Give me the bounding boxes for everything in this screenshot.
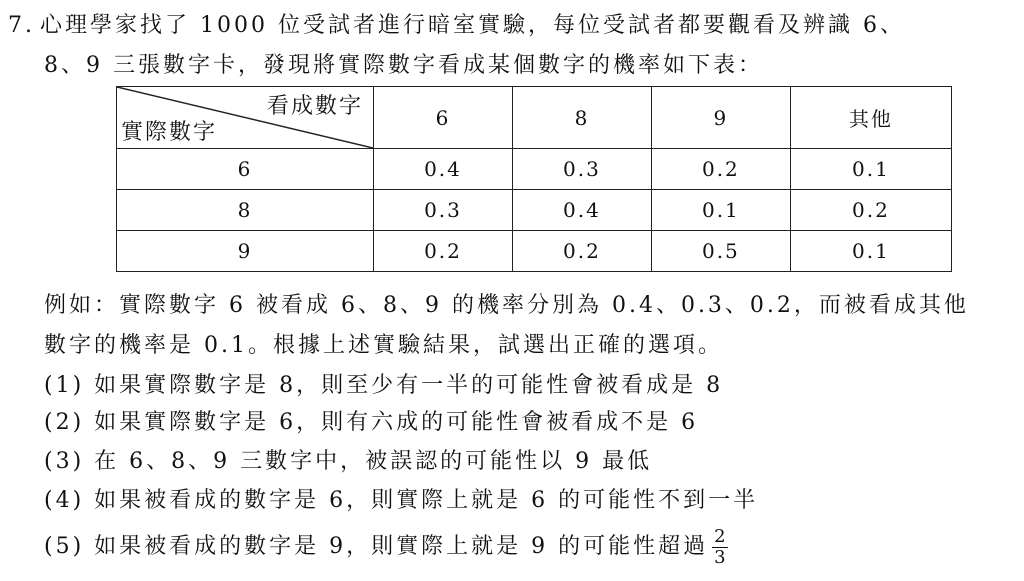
fraction-denominator: 3 [714, 546, 726, 568]
option-5-text: (5) 如果被看成的數字是 9，則實際上就是 9 的可能性超過 [44, 534, 709, 559]
question-line-1: 心理學家找了 1000 位受試者進行暗室實驗，每位受試者都要觀看及辨識 6、 [40, 13, 905, 38]
option-2: (2) 如果實際數字是 6，則有六成的可能性會被看成不是 6 [44, 410, 699, 435]
table-cell: 0.4 [374, 149, 513, 190]
column-header: 8 [512, 87, 651, 149]
table-header-row [117, 87, 952, 149]
column-header: 9 [651, 87, 790, 149]
table-cell: 0.4 [512, 190, 651, 231]
table-cell: 0.5 [651, 231, 790, 272]
fraction-two-thirds [712, 527, 727, 568]
table-row [117, 190, 952, 231]
table-cell: 0.2 [790, 190, 951, 231]
row-header: 9 [117, 231, 374, 272]
actual-digit-label: 實際數字 [121, 120, 218, 145]
option-5 [44, 522, 728, 572]
table-cell: 0.1 [790, 231, 951, 272]
option-1: (1) 如果實際數字是 8，則至少有一半的可能性會被看成是 8 [44, 373, 724, 398]
table-cell: 0.1 [790, 149, 951, 190]
column-header: 6 [374, 87, 513, 149]
example-paragraph-line-1: 例如：實際數字 6 被看成 6、8、9 的機率分別為 0.4、0.3、0.2，而被看成其他 [44, 293, 969, 318]
table-cell: 0.3 [512, 149, 651, 190]
table-cell: 0.2 [512, 231, 651, 272]
option-4: (4) 如果被看成的數字是 6，則實際上就是 6 的可能性不到一半 [44, 488, 759, 513]
table-cell: 0.2 [651, 149, 790, 190]
table-cell: 0.1 [651, 190, 790, 231]
fraction-numerator: 2 [714, 525, 726, 547]
row-header: 8 [117, 190, 374, 231]
table-cell: 0.2 [374, 231, 513, 272]
seen-digit-label: 看成數字 [266, 94, 363, 119]
probability-table [116, 86, 952, 272]
diagonal-header-cell [117, 87, 374, 149]
question-line-2: 8、9 三張數字卡，發現將實際數字看成某個數字的機率如下表： [44, 53, 763, 78]
question-number: 7. [8, 13, 35, 38]
option-3: (3) 在 6、8、9 三數字中，被誤認的可能性以 9 最低 [44, 449, 653, 474]
column-header: 其他 [790, 87, 951, 149]
table-cell: 0.3 [374, 190, 513, 231]
table-row [117, 231, 952, 272]
table-row [117, 149, 952, 190]
row-header: 6 [117, 149, 374, 190]
example-paragraph-line-2: 數字的機率是 0.1。根據上述實驗結果，試選出正確的選項。 [44, 333, 723, 358]
